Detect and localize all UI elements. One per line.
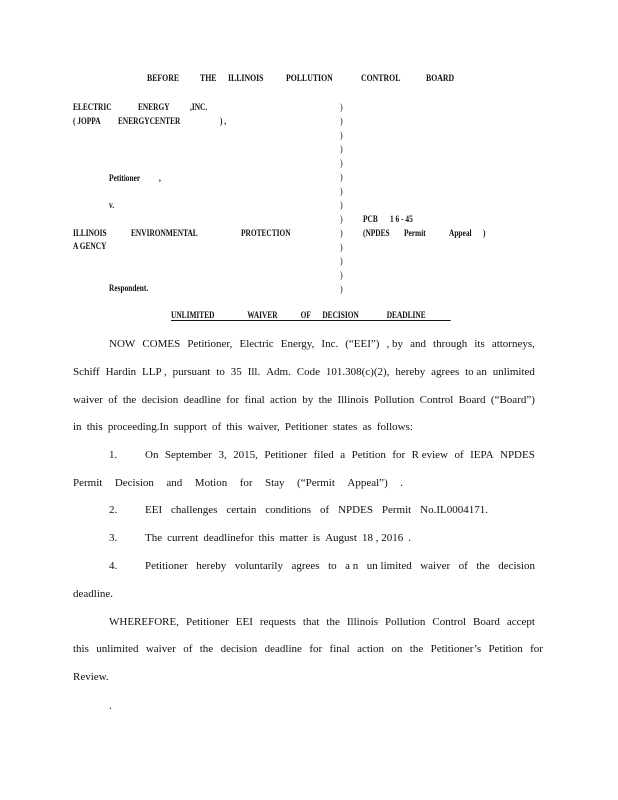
petitioner-name: ENERGY bbox=[138, 102, 170, 112]
word: September bbox=[164, 449, 212, 461]
word: Permit bbox=[381, 504, 412, 516]
item-number: 2. bbox=[109, 504, 118, 516]
word: Petitioner bbox=[284, 421, 328, 433]
word: of bbox=[320, 504, 330, 516]
word: Illinois bbox=[337, 394, 369, 406]
word: challenges bbox=[171, 504, 218, 516]
word: on bbox=[391, 643, 403, 655]
case-number: 1 6 - 45 bbox=[390, 214, 413, 224]
item-line bbox=[145, 532, 411, 544]
petitioner-label: Petitioner bbox=[109, 173, 141, 183]
word: waiver bbox=[145, 643, 176, 655]
word: to bbox=[216, 366, 225, 378]
intro-line bbox=[73, 394, 535, 406]
word: waiver bbox=[73, 394, 103, 406]
word: certain bbox=[226, 504, 257, 516]
item-line bbox=[73, 477, 403, 489]
word: Petition bbox=[488, 643, 523, 655]
versus-label: v. bbox=[109, 200, 115, 210]
caption-paren: ) bbox=[340, 214, 343, 224]
item-line bbox=[145, 504, 488, 516]
word: Pollution bbox=[373, 394, 415, 406]
word: proceeding.In bbox=[107, 421, 169, 433]
word: Pollution bbox=[385, 616, 426, 628]
word: for bbox=[392, 449, 406, 461]
word: Petitioner, bbox=[187, 338, 233, 350]
word: this bbox=[258, 532, 275, 544]
header-word: BOARD bbox=[426, 74, 455, 84]
word: Code bbox=[296, 366, 320, 378]
word: of bbox=[212, 421, 222, 433]
word: EEI bbox=[145, 504, 163, 516]
caption-paren: ) bbox=[340, 228, 343, 238]
word: LLP , bbox=[142, 366, 167, 378]
word: a n bbox=[345, 560, 359, 572]
word: Appeal”) bbox=[347, 477, 388, 489]
word: EEI bbox=[235, 616, 253, 628]
caption-paren: ) bbox=[340, 270, 343, 280]
word: Petitioner’s bbox=[430, 643, 482, 655]
word: requests bbox=[259, 616, 296, 628]
word: deadlinefor bbox=[203, 532, 254, 544]
caption-paren: ) bbox=[340, 256, 343, 266]
word: , by bbox=[386, 338, 404, 350]
header-word: BEFORE bbox=[147, 74, 180, 84]
word: for bbox=[309, 643, 323, 655]
word: is bbox=[312, 532, 321, 544]
word: . bbox=[400, 477, 403, 489]
word: the bbox=[476, 560, 490, 572]
word: Adm. bbox=[266, 366, 291, 378]
title-word: OF bbox=[300, 310, 311, 320]
word: the bbox=[122, 394, 137, 406]
word: IEPA bbox=[470, 449, 494, 461]
word: action bbox=[357, 643, 384, 655]
word: (“Board”) bbox=[490, 394, 535, 406]
petitioner-name: ELECTRIC bbox=[73, 102, 112, 112]
word: COMES bbox=[142, 338, 181, 350]
caption-paren: ) bbox=[340, 186, 343, 196]
word: of bbox=[108, 394, 118, 406]
wherefore-line bbox=[73, 643, 543, 655]
caption-paren-column bbox=[340, 100, 343, 296]
word: Energy, bbox=[280, 338, 315, 350]
word: Petition bbox=[351, 449, 386, 461]
word: unlimited bbox=[492, 366, 535, 378]
word: Board bbox=[458, 394, 486, 406]
word: Permit bbox=[73, 477, 103, 489]
word: WHEREFORE, bbox=[109, 616, 179, 628]
word: August bbox=[325, 532, 357, 544]
word: states bbox=[332, 421, 358, 433]
word: 3, bbox=[218, 449, 227, 461]
word: of bbox=[454, 449, 464, 461]
word: Ill. bbox=[247, 366, 261, 378]
word: this bbox=[226, 421, 243, 433]
word: decision bbox=[141, 394, 179, 406]
petitioner-name: ENERGYCENTER bbox=[118, 116, 181, 126]
word: NPDES bbox=[338, 504, 373, 516]
word: Decision bbox=[114, 477, 154, 489]
word: support bbox=[173, 421, 207, 433]
caption-paren: ) bbox=[340, 172, 343, 182]
word: Inc. bbox=[321, 338, 339, 350]
word: this bbox=[86, 421, 103, 433]
word: to an bbox=[465, 366, 487, 378]
word: the bbox=[326, 616, 340, 628]
word: the bbox=[318, 394, 333, 406]
word: Electric bbox=[239, 338, 274, 350]
word: Petitioner bbox=[145, 560, 188, 572]
word: hereby bbox=[395, 366, 426, 378]
word: 2015, bbox=[233, 449, 258, 461]
item-line bbox=[145, 449, 535, 461]
word: Illinois bbox=[346, 616, 379, 628]
caption-paren: ) bbox=[340, 158, 343, 168]
respondent-label: Respondent. bbox=[109, 283, 149, 293]
item-line: deadline. bbox=[73, 588, 114, 600]
word: unlimited bbox=[96, 643, 139, 655]
word: voluntarily bbox=[234, 560, 283, 572]
title-word: DECISION bbox=[322, 310, 359, 320]
word: deadline bbox=[264, 643, 302, 655]
word: . bbox=[408, 532, 411, 544]
word: that bbox=[302, 616, 320, 628]
word: R eview bbox=[411, 449, 448, 461]
header-word: THE bbox=[200, 74, 217, 84]
word: a bbox=[340, 449, 346, 461]
caption-paren: ) bbox=[340, 242, 343, 252]
title-word: UNLIMITED bbox=[171, 310, 215, 320]
word: hereby bbox=[196, 560, 227, 572]
word: matter bbox=[279, 532, 308, 544]
intro-line bbox=[73, 421, 413, 433]
document-title bbox=[171, 310, 450, 321]
word: filed bbox=[313, 449, 334, 461]
word: Control bbox=[432, 616, 467, 628]
wherefore-line: Review. bbox=[73, 671, 109, 683]
word: current bbox=[167, 532, 199, 544]
caption-paren: ) bbox=[340, 102, 343, 112]
header-word: POLLUTION bbox=[286, 74, 333, 84]
title-word: DEADLINE bbox=[386, 310, 426, 320]
case-number: PCB bbox=[363, 214, 378, 224]
respondent-name: A GENCY bbox=[73, 241, 107, 251]
caption-paren: ) bbox=[340, 130, 343, 140]
item-number: 1. bbox=[109, 449, 118, 461]
caption-paren: ) bbox=[340, 144, 343, 154]
word: Petitioner bbox=[264, 449, 308, 461]
word: follows: bbox=[376, 421, 413, 433]
word: for bbox=[239, 477, 253, 489]
caption-paren: ) bbox=[340, 200, 343, 210]
word: 101.308(c)(2), bbox=[325, 366, 390, 378]
case-type: (NPDES bbox=[363, 228, 390, 238]
word: by bbox=[302, 394, 314, 406]
respondent-name: PROTECTION bbox=[241, 228, 291, 238]
word: 18 , 2016 bbox=[361, 532, 404, 544]
word: the bbox=[409, 643, 424, 655]
word: 35 bbox=[230, 366, 242, 378]
word: its bbox=[474, 338, 485, 350]
header-word: CONTROL bbox=[361, 74, 401, 84]
item-number: 4. bbox=[109, 560, 118, 572]
case-type: ) bbox=[483, 228, 486, 238]
petitioner-name: ) , bbox=[220, 116, 227, 126]
respondent-name: ILLINOIS bbox=[73, 228, 107, 238]
word: No.IL0004171. bbox=[420, 504, 488, 516]
word: as bbox=[362, 421, 372, 433]
word: The bbox=[145, 532, 163, 544]
case-type: Appeal bbox=[449, 228, 472, 238]
word: conditions bbox=[265, 504, 312, 516]
case-type: Permit bbox=[404, 228, 426, 238]
word: un limited bbox=[366, 560, 412, 572]
word: waiver, bbox=[247, 421, 280, 433]
intro-line bbox=[73, 366, 535, 378]
word: attorneys, bbox=[491, 338, 535, 350]
word: NOW bbox=[109, 338, 136, 350]
word: through bbox=[433, 338, 468, 350]
word: Stay bbox=[265, 477, 285, 489]
word: of bbox=[458, 560, 468, 572]
word: final bbox=[244, 394, 265, 406]
word: of bbox=[183, 643, 193, 655]
word: decision bbox=[498, 560, 535, 572]
title-word: WAIVER bbox=[247, 310, 278, 320]
word: the bbox=[199, 643, 214, 655]
petitioner-name: ,INC. bbox=[190, 102, 208, 112]
word: Hardin bbox=[105, 366, 137, 378]
word: Control bbox=[419, 394, 454, 406]
wherefore-line bbox=[109, 616, 535, 628]
word: agrees bbox=[291, 560, 320, 572]
word: for bbox=[530, 643, 543, 655]
word: and bbox=[166, 477, 183, 489]
word: (“EEI”) bbox=[345, 338, 380, 350]
word: and bbox=[410, 338, 426, 350]
respondent-name: ENVIRONMENTAL bbox=[131, 228, 198, 238]
item-line bbox=[145, 560, 535, 572]
item-number: 3. bbox=[109, 532, 118, 544]
intro-line bbox=[109, 338, 535, 350]
word: Schiff bbox=[73, 366, 100, 378]
petitioner-comma: , bbox=[159, 173, 161, 183]
word: Motion bbox=[194, 477, 228, 489]
word: agrees bbox=[431, 366, 460, 378]
word: to bbox=[328, 560, 337, 572]
word: for bbox=[226, 394, 240, 406]
word: waiver bbox=[420, 560, 451, 572]
word: pursuant bbox=[172, 366, 211, 378]
word: action bbox=[270, 394, 297, 406]
header-word: ILLINOIS bbox=[228, 74, 264, 84]
word: Petitioner bbox=[185, 616, 229, 628]
word: final bbox=[329, 643, 350, 655]
word: decision bbox=[220, 643, 258, 655]
word: On bbox=[145, 449, 159, 461]
word: Board bbox=[473, 616, 500, 628]
word: accept bbox=[506, 616, 535, 628]
word: in bbox=[73, 421, 82, 433]
caption-paren: ) bbox=[340, 284, 343, 294]
word: (“Permit bbox=[297, 477, 335, 489]
word: NPDES bbox=[500, 449, 535, 461]
word: this bbox=[73, 643, 89, 655]
word: deadline bbox=[183, 394, 221, 406]
trailing-mark: . bbox=[109, 700, 112, 712]
caption-paren: ) bbox=[340, 116, 343, 126]
petitioner-name: ( JOPPA bbox=[73, 116, 101, 126]
